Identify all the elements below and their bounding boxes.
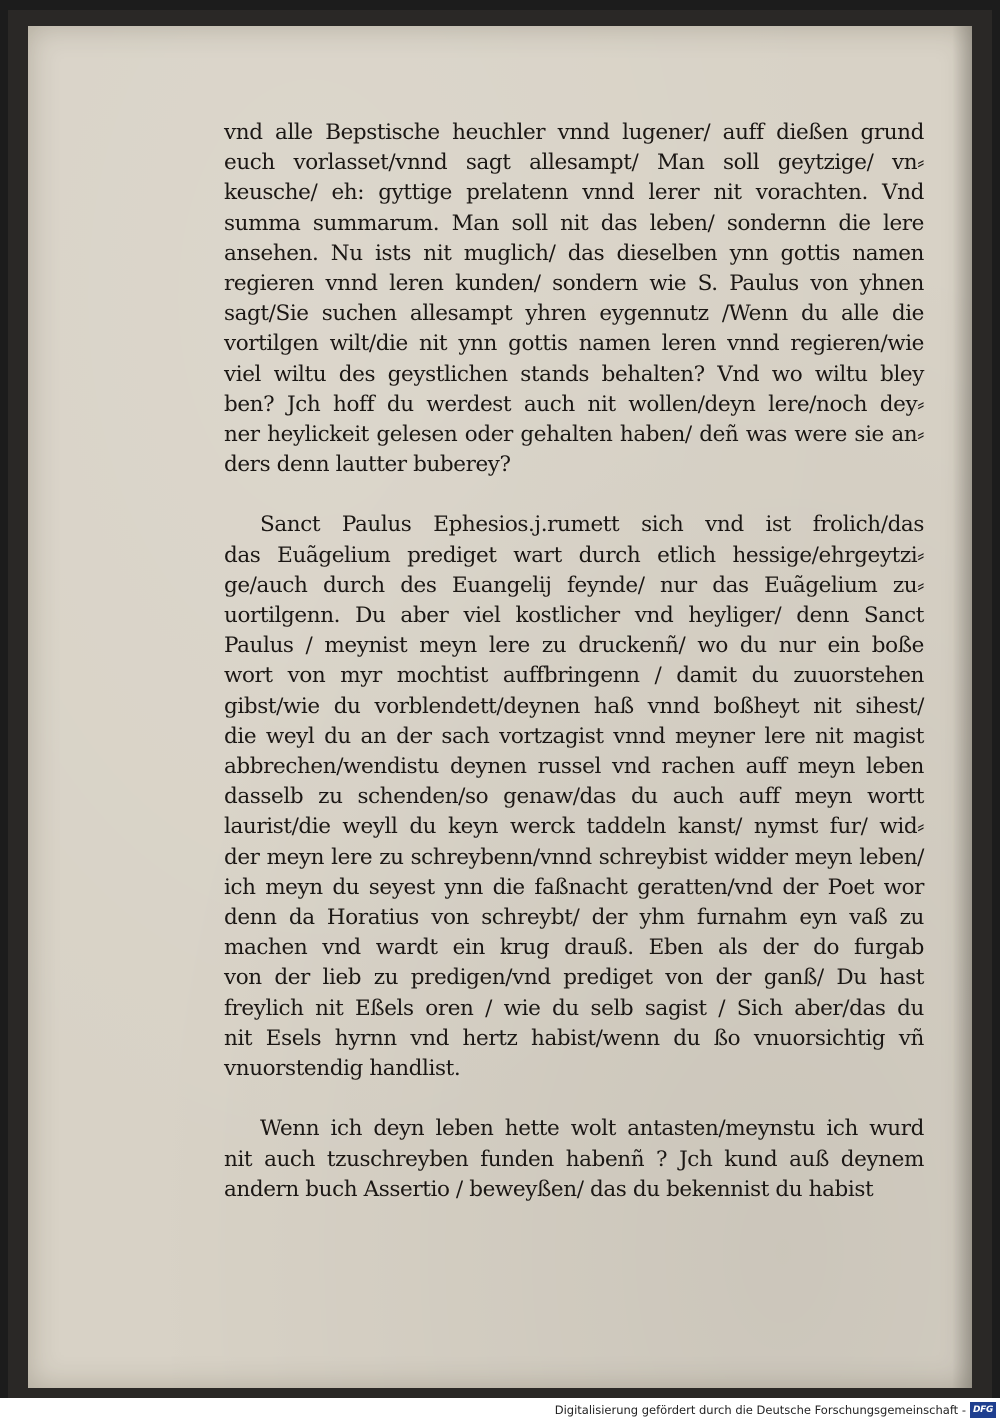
text-line: dasselb zu schenden/so genaw/das du auch auff meyn wortt (224, 784, 924, 810)
text-line: wort von myr mochtist auffbringenn / damit du zuuorstehen (224, 663, 924, 689)
paragraph (224, 510, 924, 1084)
text-line: uortilgenn. Du aber viel kostlicher vnd heyliger/ denn Sanct (224, 603, 924, 629)
text-line: abbrechen/wendistu deynen russel vnd rachen auff meyn leben (224, 754, 924, 780)
text-line: von der lieb zu predigen/vnd prediget von der ganß/ Du hast (224, 965, 924, 991)
text-line: Wenn ich deyn leben hette wolt antasten/meynstu ich wurd (260, 1116, 924, 1142)
text-line: laurist/die weyll du keyn werck taddeln kanst/ nymst fur/ wid⸗ (224, 814, 924, 840)
text-line: keusche/ eh: gyttige prelatenn vnnd lerer nit vorachten. Vnd (224, 180, 924, 206)
text-line: ansehen. Nu ists nit muglich/ das dieselben ynn gottis namen (224, 240, 924, 266)
text-line: das Euãgelium prediget wart durch etlich hessige/ehrgeytzi⸗ (224, 542, 924, 568)
page-text (224, 118, 924, 1205)
text-line: viel wiltu des geystlichen stands behalten? Vnd wo wiltu bley (224, 361, 924, 387)
paragraph (224, 118, 924, 480)
text-line: die weyl du an der sach vortzagist vnnd meyner lere nit magist (224, 723, 924, 749)
text-line: ich meyn du seyest ynn die faßnacht geratten/vnd der Poet wor (224, 874, 924, 900)
text-line: ner heylickeit gelesen oder gehalten haben/ deñ was were sie an⸗ (224, 422, 924, 448)
text-line: machen vnd wardt ein krug drauß. Eben als der do furgab (224, 935, 924, 961)
book-page (28, 26, 972, 1388)
text-line: andern buch Assertio / beweyßen/ das du bekennist du habist (224, 1176, 874, 1202)
text-line: nit Esels hyrnn vnd hertz habist/wenn du ßo vnuorsichtig vñ (224, 1025, 924, 1051)
text-line: Sanct Paulus Ephesios.j.rumett sich vnd ist frolich/das (260, 512, 924, 538)
text-line: denn da Horatius von schreybt/ der yhm furnahm eyn vaß zu (224, 905, 924, 931)
text-line: freylich nit Eßels oren / wie du selb sagist / Sich aber/das du (224, 995, 924, 1021)
footer-bar (0, 1398, 1000, 1424)
text-line: vnuorstendig handlist. (224, 1056, 461, 1082)
text-line: nit auch tzuschreyben funden habenñ ? Jch kund auß deynem (224, 1146, 924, 1172)
text-line: Paulus / meynist meyn lere zu druckenñ/ wo du nur ein boße (224, 633, 924, 659)
funding-notice: Digitalisierung gefördert durch die Deutsche Forschungsgemeinschaft - (554, 1403, 966, 1417)
paragraph (224, 1114, 924, 1205)
text-line: vnd alle Bepstische heuchler vnnd lugener/ auff dießen grund (224, 120, 924, 145)
text-line: vortilgen wilt/die nit ynn gottis namen leren vnnd regieren/wie (224, 331, 924, 357)
text-line: ders denn lautter buberey? (224, 452, 511, 478)
text-line: ben? Jch hoff du werdest auch nit wollen/deyn lere/noch dey⸗ (224, 391, 924, 417)
text-line: euch vorlasset/vnnd sagt allesampt/ Man soll geytzige/ vn⸗ (224, 150, 924, 176)
text-line: der meyn lere zu schreybenn/vnnd schreybist widder meyn leben/ (224, 844, 924, 870)
dfg-logo: DFG (970, 1402, 996, 1418)
text-line: ge/auch durch des Euangelij feynde/ nur das Euãgelium zu⸗ (224, 572, 924, 598)
text-line: sagt/Sie suchen allesampt yhren eygennutz /Wenn du alle die (224, 301, 924, 327)
page-gutter-shadow (952, 26, 972, 1388)
text-line: summa summarum. Man soll nit das leben/ sondernn die lere (224, 210, 924, 236)
text-line: regieren vnnd leren kunden/ sondern wie S. Paulus von yhnen (224, 271, 924, 297)
text-line: gibst/wie du vorblendett/deynen haß vnnd boßheyt nit sihest/ (224, 693, 924, 719)
